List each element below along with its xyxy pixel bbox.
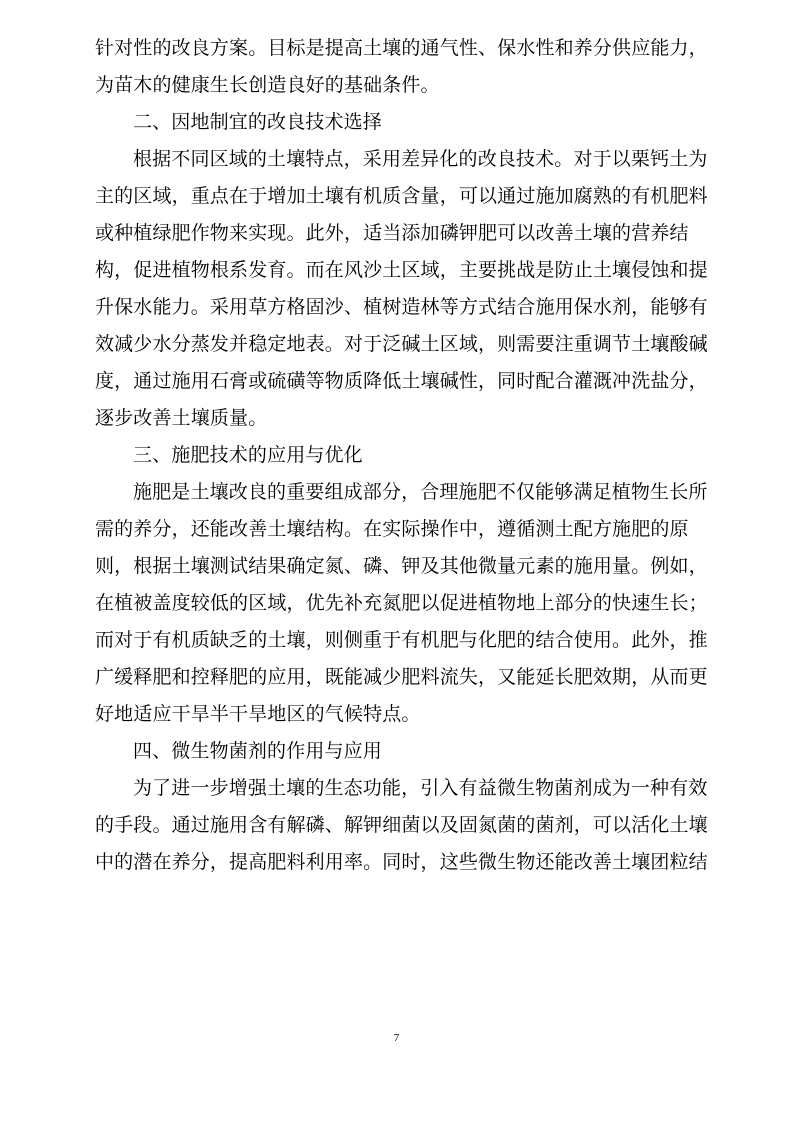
paragraph-line: 主的区域，重点在于增加土壤有机质含量，可以通过施加腐熟的有机肥料 [95, 185, 708, 207]
section-heading [95, 104, 697, 141]
paragraph-line: 好地适应干旱半干旱地区的气候特点。 [95, 703, 421, 725]
section-heading [95, 437, 697, 474]
paragraph-line: 升保水能力。采用草方格固沙、植树造林等方式结合施用保水剂，能够有 [95, 296, 708, 318]
document-body [95, 30, 708, 881]
paragraph-line: 的手段。通过施用含有解磷、解钾细菌以及固氮菌的菌剂，可以活化土壤 [95, 814, 708, 836]
paragraph-line: 针对性的改良方案。目标是提高土壤的通气性、保水性和养分供应能力， [95, 37, 708, 59]
paragraph-line: 构，促进植物根系发育。而在风沙土区域，主要挑战是防止土壤侵蚀和提 [95, 259, 708, 281]
paragraph-line: 逐步改善土壤质量。 [95, 407, 268, 429]
paragraph-line: 根据不同区域的土壤特点，采用差异化的改良技术。对于以栗钙土为 [133, 148, 708, 170]
paragraph-line: 需的养分，还能改善土壤结构。在实际操作中，遵循测土配方施肥的原 [95, 518, 689, 540]
paragraph-line: 效减少水分蒸发并稳定地表。对于泛碱土区域，则需要注重调节土壤酸碱 [95, 333, 708, 355]
body-paragraph [95, 30, 708, 104]
paragraph-line: 为苗木的健康生长创造良好的基础条件。 [95, 74, 440, 96]
paragraph-line: 中的潜在养分，提高肥料利用率。同时，这些微生物还能改善土壤团粒结 [95, 851, 708, 873]
heading-text: 四、微生物菌剂的作用与应用 [133, 740, 382, 762]
paragraph-line: 而对于有机质缺乏的土壤，则侧重于有机肥与化肥的结合使用。此外，推 [95, 629, 708, 651]
body-paragraph [95, 474, 708, 733]
body-paragraph [95, 770, 708, 881]
paragraph-line: 广缓释肥和控释肥的应用，既能减少肥料流失，又能延长肥效期，从而更 [95, 666, 708, 688]
paragraph-line: 为了进一步增强土壤的生态功能，引入有益微生物菌剂成为一种有效 [133, 777, 708, 799]
heading-text: 三、施肥技术的应用与优化 [133, 444, 363, 466]
page-number: 7 [393, 1032, 400, 1044]
paragraph-line: 或种植绿肥作物来实现。此外，适当添加磷钾肥可以改善土壤的营养结 [95, 222, 689, 244]
section-heading [95, 733, 697, 770]
paragraph-line: 则，根据土壤测试结果确定氮、磷、钾及其他微量元素的施用量。例如， [95, 555, 708, 577]
heading-text: 二、因地制宜的改良技术选择 [133, 111, 382, 133]
body-paragraph [95, 141, 708, 437]
paragraph-line: 在植被盖度较低的区域，优先补充氮肥以促进植物地上部分的快速生长； [95, 592, 708, 614]
paragraph-line: 施肥是土壤改良的重要组成部分，合理施肥不仅能够满足植物生长所 [133, 481, 708, 503]
paragraph-line: 度，通过施用石膏或硫磺等物质降低土壤碱性，同时配合灌溉冲洗盐分， [95, 370, 708, 392]
